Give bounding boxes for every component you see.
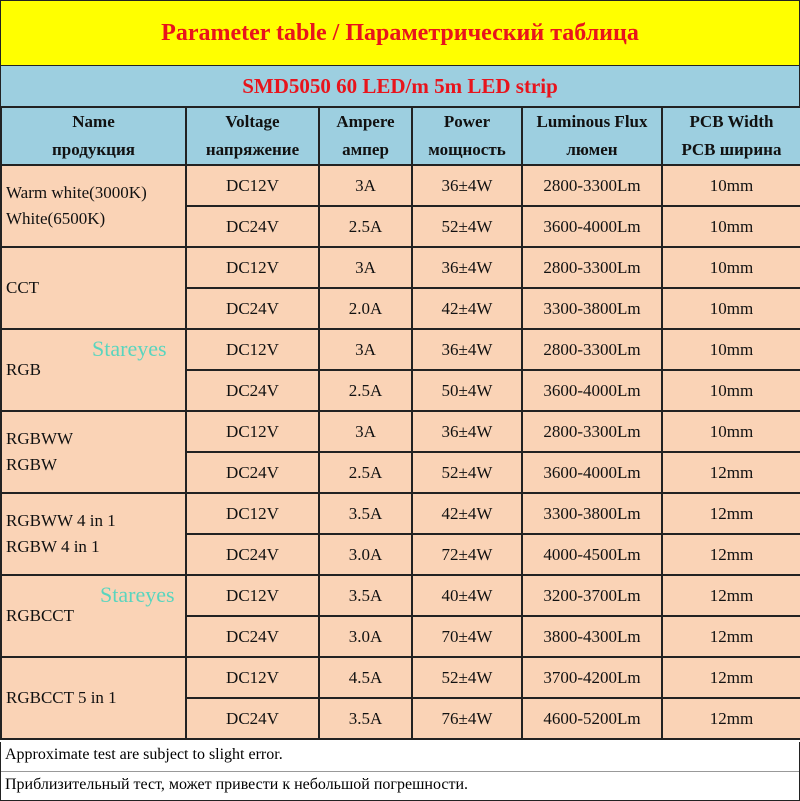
voltage-cell: DC24V: [186, 616, 319, 657]
luminous-flux-cell: 4000-4500Lm: [522, 534, 662, 575]
ampere-cell: 3.5A: [319, 575, 412, 616]
product-name-cell: [1, 247, 186, 329]
pcb-width-cell: 12mm: [662, 452, 800, 493]
product-name: RGBWW: [6, 429, 74, 448]
power-cell: 76±4W: [412, 698, 522, 739]
power-cell: 42±4W: [412, 288, 522, 329]
power-cell: 52±4W: [412, 657, 522, 698]
luminous-flux-cell: 3600-4000Lm: [522, 452, 662, 493]
power-cell: 50±4W: [412, 370, 522, 411]
header-en: PCB Width: [689, 112, 774, 131]
luminous-flux-cell: 2800-3300Lm: [522, 411, 662, 452]
product-name-cell: [1, 165, 186, 247]
header-en: Luminous Flux: [536, 112, 648, 131]
column-header: [1, 107, 186, 165]
luminous-flux-cell: 2800-3300Lm: [522, 329, 662, 370]
power-cell: 36±4W: [412, 411, 522, 452]
voltage-cell: DC24V: [186, 698, 319, 739]
power-cell: 52±4W: [412, 206, 522, 247]
column-header: [522, 107, 662, 165]
header-ru: люмен: [566, 140, 618, 159]
product-name: RGBCCT: [6, 606, 75, 625]
ampere-cell: 3.5A: [319, 493, 412, 534]
table-row: [1, 411, 800, 452]
voltage-cell: DC12V: [186, 165, 319, 206]
ampere-cell: 3A: [319, 411, 412, 452]
header-ru: мощность: [428, 140, 506, 159]
luminous-flux-cell: 2800-3300Lm: [522, 247, 662, 288]
product-name-alt: White(6500K): [6, 209, 106, 228]
header-en: Voltage: [225, 112, 280, 131]
product-name-cell: [1, 493, 186, 575]
luminous-flux-cell: 3800-4300Lm: [522, 616, 662, 657]
product-name: RGBWW 4 in 1: [6, 511, 116, 530]
luminous-flux-cell: 3300-3800Lm: [522, 493, 662, 534]
header-ru: PCB ширина: [681, 140, 782, 159]
luminous-flux-cell: 3200-3700Lm: [522, 575, 662, 616]
power-cell: 36±4W: [412, 329, 522, 370]
pcb-width-cell: 12mm: [662, 616, 800, 657]
product-subtitle: SMD5050 60 LED/m 5m LED strip: [0, 66, 800, 106]
voltage-cell: DC24V: [186, 534, 319, 575]
luminous-flux-cell: 4600-5200Lm: [522, 698, 662, 739]
luminous-flux-cell: 2800-3300Lm: [522, 165, 662, 206]
pcb-width-cell: 10mm: [662, 411, 800, 452]
pcb-width-cell: 12mm: [662, 534, 800, 575]
header-en: Ampere: [336, 112, 395, 131]
ampere-cell: 3.5A: [319, 698, 412, 739]
table-row: [1, 165, 800, 206]
voltage-cell: DC12V: [186, 575, 319, 616]
pcb-width-cell: 12mm: [662, 493, 800, 534]
ampere-cell: 3A: [319, 247, 412, 288]
power-cell: 36±4W: [412, 165, 522, 206]
product-name-alt: RGBW 4 in 1: [6, 537, 100, 556]
ampere-cell: 2.5A: [319, 370, 412, 411]
pcb-width-cell: 10mm: [662, 288, 800, 329]
column-header: [412, 107, 522, 165]
luminous-flux-cell: 3600-4000Lm: [522, 370, 662, 411]
pcb-width-cell: 10mm: [662, 165, 800, 206]
ampere-cell: 2.5A: [319, 452, 412, 493]
pcb-width-cell: 10mm: [662, 370, 800, 411]
power-cell: 70±4W: [412, 616, 522, 657]
ampere-cell: 3.0A: [319, 534, 412, 575]
pcb-width-cell: 12mm: [662, 575, 800, 616]
voltage-cell: DC24V: [186, 452, 319, 493]
luminous-flux-cell: 3300-3800Lm: [522, 288, 662, 329]
power-cell: 72±4W: [412, 534, 522, 575]
pcb-width-cell: 12mm: [662, 657, 800, 698]
column-header: [662, 107, 800, 165]
voltage-cell: DC24V: [186, 206, 319, 247]
luminous-flux-cell: 3700-4200Lm: [522, 657, 662, 698]
header-en: Power: [443, 112, 491, 131]
product-name: RGB: [6, 360, 41, 379]
power-cell: 40±4W: [412, 575, 522, 616]
product-name: CCT: [6, 278, 40, 297]
voltage-cell: DC12V: [186, 247, 319, 288]
header-ru: напряжение: [205, 140, 300, 159]
ampere-cell: 3A: [319, 165, 412, 206]
ampere-cell: 3A: [319, 329, 412, 370]
voltage-cell: DC12V: [186, 657, 319, 698]
watermark: Stareyes: [92, 336, 167, 361]
watermark: Stareyes: [100, 582, 175, 607]
table-row: [1, 247, 800, 288]
ampere-cell: 3.0A: [319, 616, 412, 657]
pcb-width-cell: 10mm: [662, 329, 800, 370]
ampere-cell: 2.5A: [319, 206, 412, 247]
product-name-alt: RGBW: [6, 455, 57, 474]
product-name-cell: [1, 411, 186, 493]
parameter-table: [0, 106, 800, 740]
table-row: [1, 657, 800, 698]
table-row: [1, 493, 800, 534]
pcb-width-cell: 10mm: [662, 247, 800, 288]
voltage-cell: DC12V: [186, 329, 319, 370]
voltage-cell: DC12V: [186, 493, 319, 534]
footer-note-en: Approximate test are subject to slight error.: [5, 746, 283, 763]
power-cell: 52±4W: [412, 452, 522, 493]
footer-note-ru: Приблизительный тест, может привести к небольшой погрешности.: [1, 771, 799, 801]
ampere-cell: 2.0A: [319, 288, 412, 329]
power-cell: 42±4W: [412, 493, 522, 534]
header-ru: продукция: [52, 140, 135, 159]
voltage-cell: DC24V: [186, 370, 319, 411]
column-header: [186, 107, 319, 165]
footer-notes: [0, 742, 800, 801]
ampere-cell: 4.5A: [319, 657, 412, 698]
voltage-cell: DC12V: [186, 411, 319, 452]
pcb-width-cell: 12mm: [662, 698, 800, 739]
header-en: Name: [72, 112, 115, 131]
product-name-cell: [1, 657, 186, 739]
page-title: Parameter table / Параметрический таблица: [0, 0, 800, 67]
voltage-cell: DC24V: [186, 288, 319, 329]
pcb-width-cell: 10mm: [662, 206, 800, 247]
column-header: [319, 107, 412, 165]
luminous-flux-cell: 3600-4000Lm: [522, 206, 662, 247]
product-name: RGBCCT 5 in 1: [6, 688, 117, 707]
product-name: Warm white(3000K): [6, 183, 147, 202]
header-ru: ампер: [342, 140, 389, 159]
power-cell: 36±4W: [412, 247, 522, 288]
